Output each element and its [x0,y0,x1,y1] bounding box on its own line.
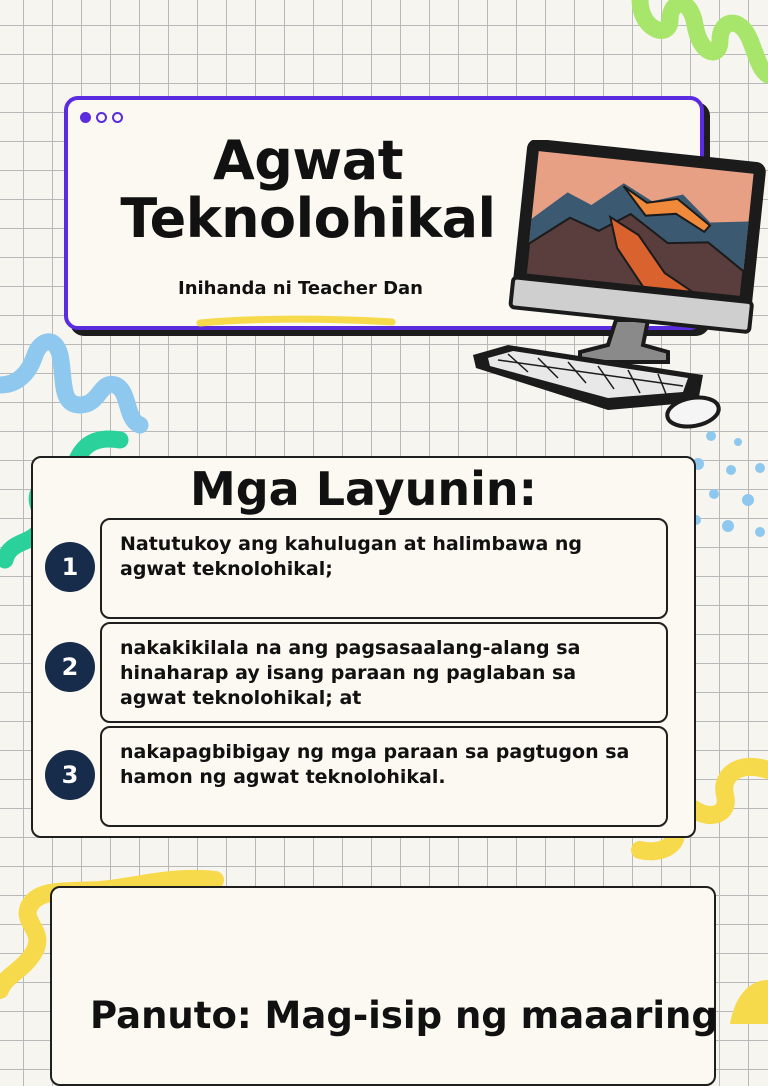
window-dots-icon [80,112,123,123]
blue-dots-decoration [686,428,768,548]
objectives-heading: Mga Layunin: [189,462,538,516]
title-line-1: Agwat [212,129,404,192]
desktop-computer-icon [468,140,768,435]
objectives-card [31,456,696,838]
objective-number-badge: 1 [45,542,95,592]
green-squiggle-decoration [610,0,768,90]
objective-item: Natutukoy ang kahulugan at halimbawa ng agwat teknolohikal; [100,518,668,619]
objective-number-badge: 3 [45,750,95,800]
objective-item: nakakikilala na ang pagsasaalang-alang sa hinaharap ay isang paraan ng paglaban sa agwat teknolohikal; at [100,622,668,723]
yellow-underline-highlight [196,314,396,330]
title-line-2: Teknolohikal [120,187,496,250]
byline: Inihanda ni Teacher Dan [178,278,423,299]
window-dot [96,112,107,123]
window-dot [80,112,91,123]
yellow-blob-decoration [720,975,768,1024]
objective-item: nakapagbibigay ng mga paraan sa pagtugon sa hamon ng agwat teknolohikal. [100,726,668,827]
window-dot [112,112,123,123]
instructions-text: Panuto: Mag-isip ng maaaring [90,994,718,1037]
objective-number-badge: 2 [45,642,95,692]
blue-squiggle-decoration [0,330,150,440]
instructions-card [50,886,716,1086]
